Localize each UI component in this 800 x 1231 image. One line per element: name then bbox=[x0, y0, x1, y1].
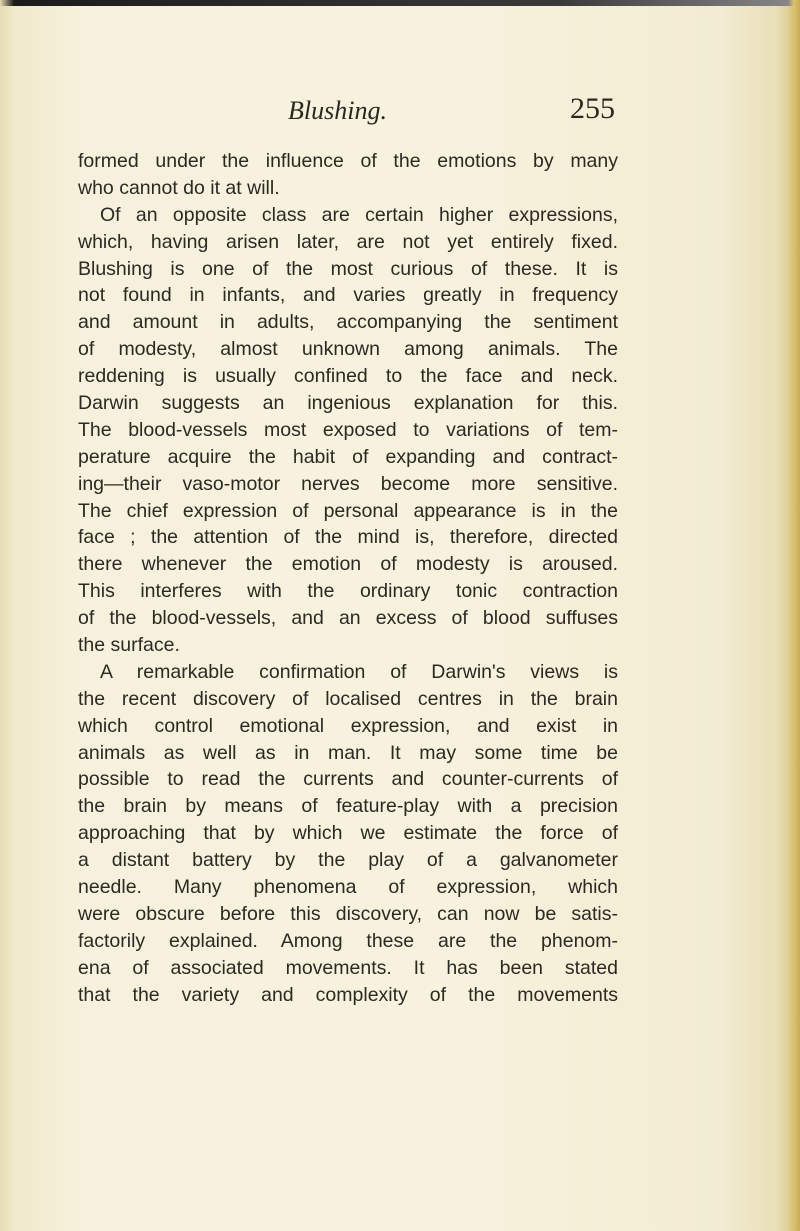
text-line: reddening is usually confined to the face and neck. bbox=[78, 365, 618, 388]
text-line: approaching that by which we estimate the force of bbox=[78, 822, 618, 845]
text-line: which control emotional expression, and exist in bbox=[78, 714, 618, 737]
text-line: that the variety and complexity of the movements bbox=[78, 983, 618, 1006]
text-line: ena of associated movements. It has been stated bbox=[78, 956, 618, 979]
text-line: factorily explained. Among these are the phenom- bbox=[78, 929, 618, 952]
page-gutter-shading bbox=[0, 0, 14, 1231]
text-line: perature acquire the habit of expanding and contract- bbox=[78, 445, 618, 468]
text-line: a distant battery by the play of a galvanometer bbox=[78, 849, 618, 872]
page-edge-tint bbox=[788, 0, 800, 1231]
text-line: face ; the attention of the mind is, therefore, directed bbox=[78, 526, 618, 549]
text-line: were obscure before this discovery, can now be satis- bbox=[78, 902, 618, 925]
running-head bbox=[0, 92, 800, 132]
page-number: 255 bbox=[570, 92, 615, 125]
text-line: of the blood-vessels, and an excess of blood suffuses bbox=[78, 607, 618, 630]
text-line: The chief expression of personal appearance is in the bbox=[78, 499, 618, 522]
text-line: A remarkable confirmation of Darwin's views is bbox=[100, 660, 618, 683]
text-line: there whenever the emotion of modesty is aroused. bbox=[78, 553, 618, 576]
text-line: Blushing is one of the most curious of these. It is bbox=[78, 257, 618, 280]
text-line: who cannot do it at will. bbox=[78, 176, 280, 199]
running-head-title: Blushing. bbox=[288, 96, 387, 125]
text-line: formed under the influence of the emotions by many bbox=[78, 150, 618, 172]
text-line: and amount in adults, accompanying the sentiment bbox=[78, 311, 618, 334]
text-line: which, having arisen later, are not yet entirely fixed. bbox=[78, 230, 618, 253]
text-line: ing—their vaso-motor nerves become more sensitive. bbox=[78, 472, 618, 495]
top-edge-shadow bbox=[0, 0, 800, 6]
text-line: Of an opposite class are certain higher expressions, bbox=[100, 203, 618, 226]
body-text bbox=[78, 148, 618, 1009]
text-line: needle. Many phenomena of expression, which bbox=[78, 876, 618, 899]
text-line: possible to read the currents and counter-currents of bbox=[78, 768, 618, 791]
text-line: the recent discovery of localised centres in the brain bbox=[78, 687, 618, 710]
text-line: This interferes with the ordinary tonic contraction bbox=[78, 580, 618, 603]
text-line: the brain by means of feature-play with a precision bbox=[78, 795, 618, 818]
text-line: animals as well as in man. It may some time be bbox=[78, 741, 618, 764]
text-line: not found in infants, and varies greatly in frequency bbox=[78, 284, 618, 307]
text-line: The blood-vessels most exposed to variations of tem- bbox=[78, 418, 618, 441]
text-line: of modesty, almost unknown among animals. The bbox=[78, 338, 618, 361]
text-line: the surface. bbox=[78, 634, 180, 657]
text-line: Darwin suggests an ingenious explanation for this. bbox=[78, 392, 618, 415]
